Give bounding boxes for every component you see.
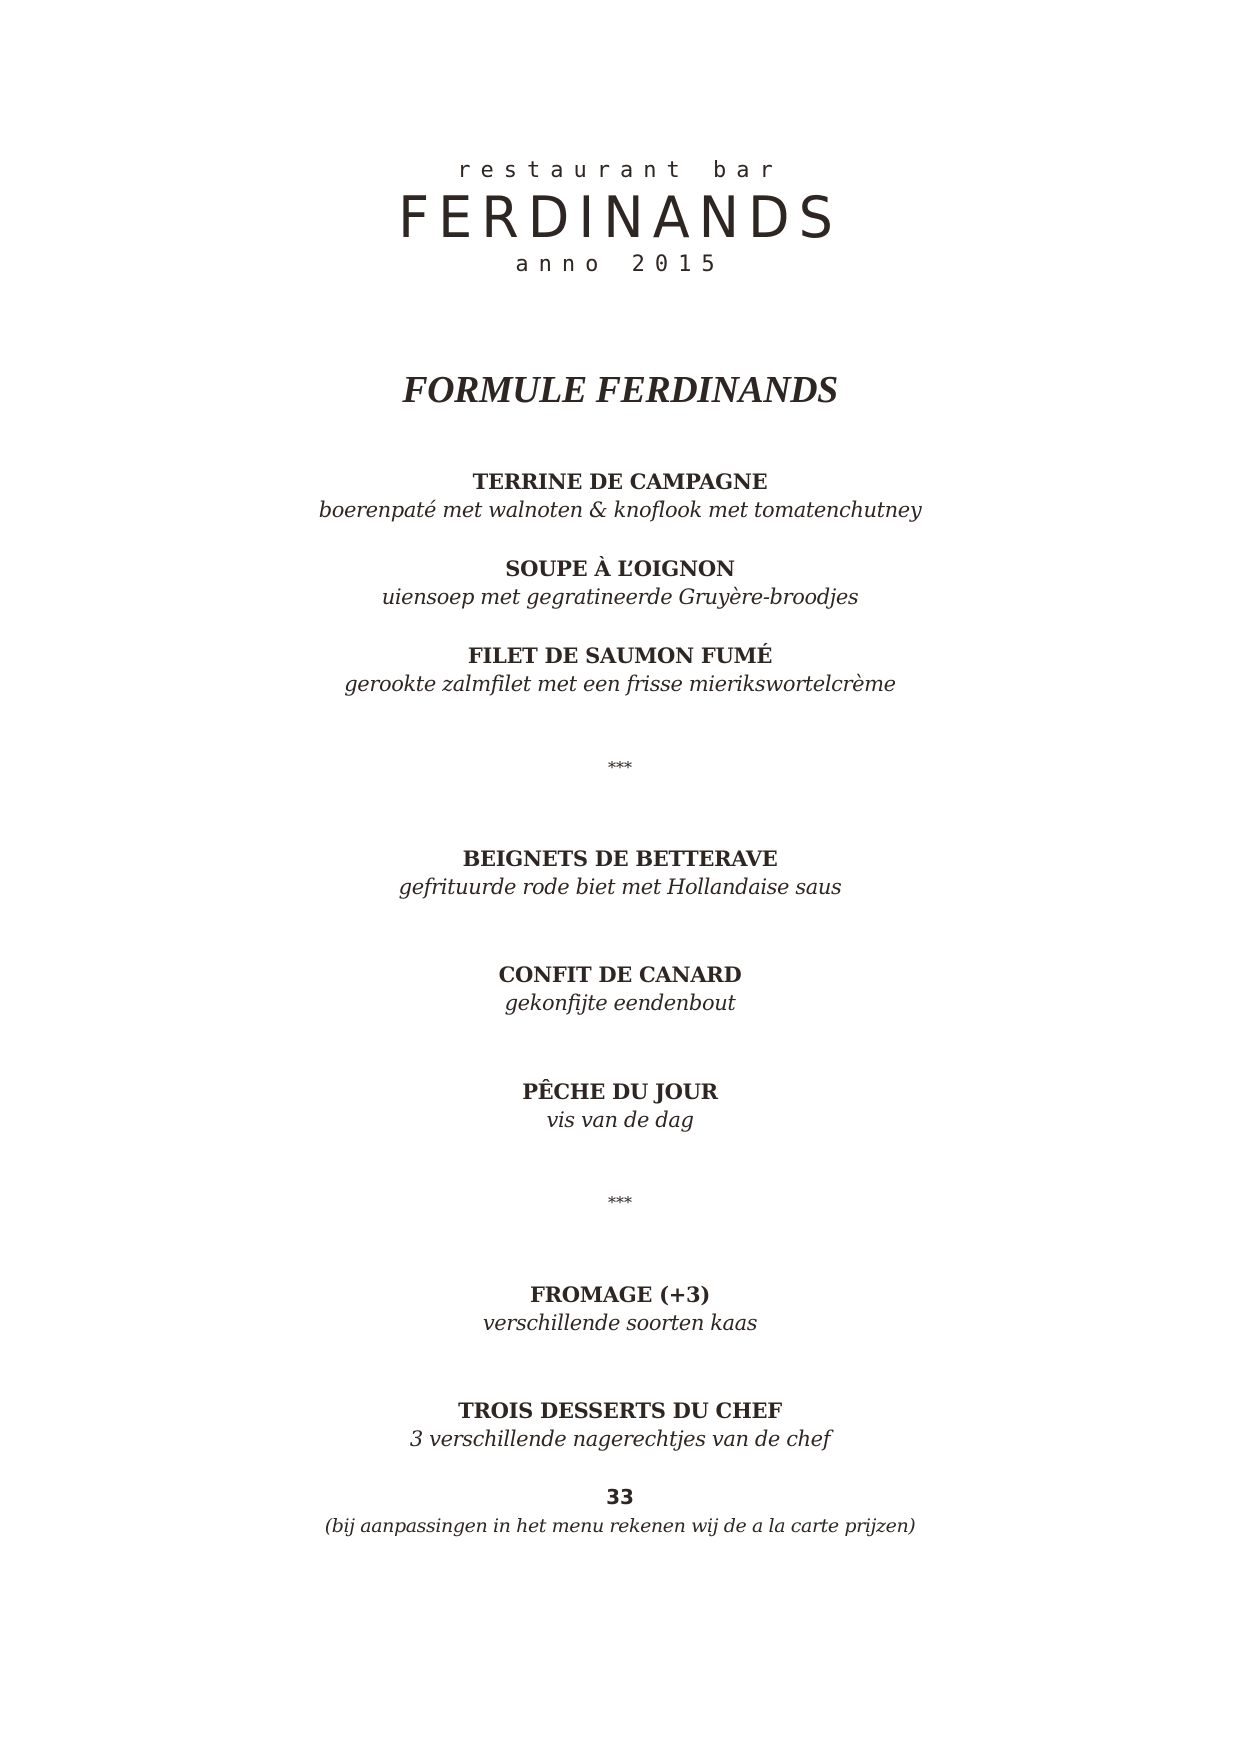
logo-tagline-top: restaurant bar: [457, 158, 783, 183]
dish-name: BEIGNETS DE BETTERAVE: [462, 846, 778, 871]
dish-name: FILET DE SAUMON FUMÉ: [467, 643, 773, 668]
dish-name: TERRINE DE CAMPAGNE: [472, 469, 768, 494]
menu-title: FORMULE FERDINANDS: [402, 369, 838, 411]
dish-name: FROMAGE (+3): [530, 1282, 710, 1307]
dish-description: boerenpaté met walnoten & knoflook met tomatenchutney: [318, 498, 922, 522]
dish-name: TROIS DESSERTS DU CHEF: [458, 1398, 782, 1423]
dish-name: CONFIT DE CANARD: [498, 962, 742, 987]
course-separator: ***: [608, 1193, 632, 1212]
menu-price: 33: [606, 1485, 634, 1509]
dish-description: gerookte zalmfilet met een frisse mierikswortelcrème: [344, 672, 896, 696]
dish-name: PÊCHE DU JOUR: [522, 1079, 718, 1104]
pricing-note: (bij aanpassingen in het menu rekenen wij de a la carte prijzen): [324, 1515, 916, 1537]
logo-brand-name: FERDINANDS: [398, 184, 842, 251]
dish-description: gefrituurde rode biet met Hollandaise saus: [398, 875, 842, 899]
dish-description: gekonfijte eendenbout: [504, 991, 736, 1015]
dish-description: 3 verschillende nagerechtjes van de chef: [409, 1427, 831, 1451]
dish-description: uiensoep met gegratineerde Gruyère-broodjes: [381, 585, 859, 609]
course-separator: ***: [608, 758, 632, 777]
logo-tagline-bottom: anno 2015: [515, 252, 725, 277]
dish-name: SOUPE À L’OIGNON: [505, 556, 735, 581]
dish-description: verschillende soorten kaas: [482, 1311, 758, 1335]
dish-description: vis van de dag: [546, 1108, 694, 1132]
